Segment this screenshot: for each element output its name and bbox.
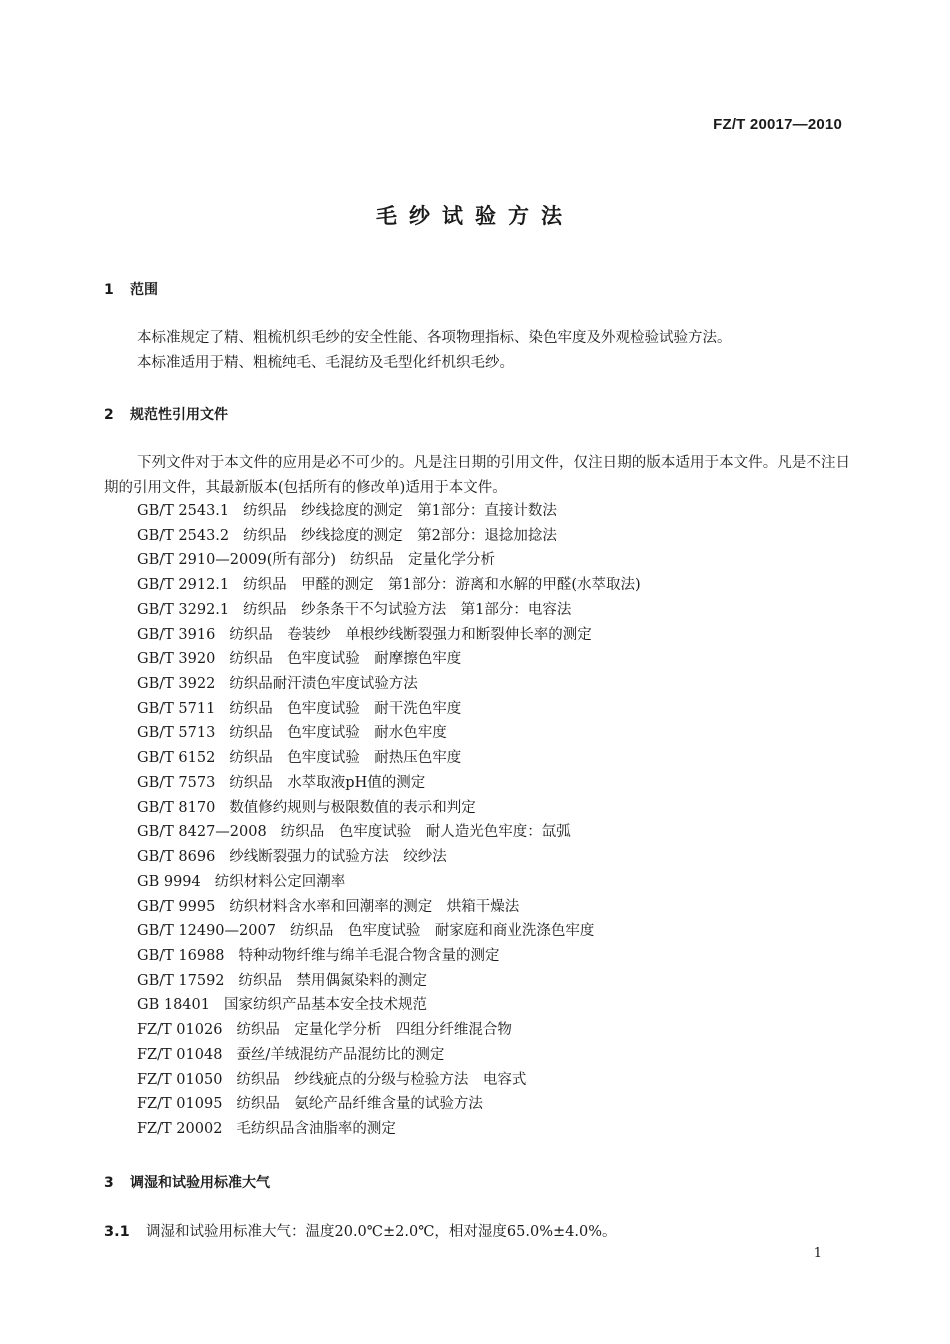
reference-title: 毛纺织品含油脂率的测定	[236, 1120, 396, 1137]
reference-title: 纺织材料含水率和回潮率的测定 烘箱干燥法	[229, 898, 520, 915]
reference-code: GB/T 12490—2007	[137, 923, 276, 940]
section-title: 范围	[130, 282, 158, 298]
reference-title: 纱线断裂强力的试验方法 绞纱法	[229, 849, 447, 866]
reference-title: 纺织品 卷装纱 单根纱线断裂强力和断裂伸长率的测定	[229, 626, 592, 643]
reference-item	[137, 771, 641, 796]
reference-item	[137, 548, 641, 573]
reference-item	[137, 993, 641, 1018]
section-heading-scope	[104, 279, 158, 299]
section-heading-normative-references	[104, 404, 228, 424]
reference-item	[137, 721, 641, 746]
reference-title: 纺织品 纱线疵点的分级与检验方法 电容式	[236, 1071, 527, 1088]
reference-code: GB/T 6152	[137, 750, 216, 767]
reference-item	[137, 746, 641, 771]
section-number: 1	[104, 282, 114, 298]
reference-title: 纺织品 纱线捻度的测定 第2部分：退捻加捻法	[243, 527, 557, 544]
reference-title: 特种动物纤维与绵羊毛混合物含量的测定	[238, 947, 500, 964]
reference-title: 纺织品耐汗渍色牢度试验方法	[229, 676, 418, 693]
reference-title: 数值修约规则与极限数值的表示和判定	[229, 799, 476, 816]
page-number: 1	[813, 1246, 822, 1261]
reference-item	[137, 672, 641, 697]
reference-item	[137, 845, 641, 870]
scope-paragraph-2: 本标准适用于精、粗梳纯毛、毛混纺及毛型化纤机织毛纱。	[137, 355, 514, 371]
reference-code: GB/T 2543.2	[137, 527, 230, 544]
document-title: 毛纱试验方法	[376, 204, 574, 228]
reference-code: GB/T 3916	[137, 626, 216, 643]
reference-item	[137, 820, 641, 845]
reference-code: FZ/T 20002	[137, 1120, 223, 1137]
clause-3-1	[104, 1220, 616, 1241]
reference-code: GB/T 3920	[137, 651, 216, 668]
reference-title: 纺织品 水萃取液pH值的测定	[229, 774, 426, 791]
reference-code: GB/T 5711	[137, 700, 216, 717]
reference-item	[137, 944, 641, 969]
reference-title: 纺织品 色牢度试验 耐热压色牢度	[229, 750, 462, 767]
section-number: 3	[104, 1175, 114, 1191]
reference-item	[137, 647, 641, 672]
reference-item	[137, 1092, 641, 1117]
reference-title: 纺织品 甲醛的测定 第1部分：游离和水解的甲醛(水萃取法)	[243, 577, 641, 594]
reference-code: GB/T 2543.1	[137, 503, 230, 519]
reference-item	[137, 573, 641, 598]
reference-item	[137, 969, 641, 994]
reference-item	[137, 895, 641, 920]
reference-title: 纺织品 定量化学分析 四组分纤维混合物	[236, 1022, 512, 1039]
reference-title: 纺织品 定量化学分析	[350, 552, 496, 569]
reference-code: GB/T 3292.1	[137, 601, 230, 618]
standard-code: FZ/T 20017—2010	[713, 116, 842, 133]
reference-item	[137, 697, 641, 722]
reference-code: GB 18401	[137, 997, 210, 1014]
reference-title: 纺织品 禁用偶氮染料的测定	[238, 972, 428, 989]
reference-code: GB/T 8170	[137, 799, 216, 816]
reference-title: 纺织材料公定回潮率	[214, 873, 346, 890]
reference-title: 纺织品 氨纶产品纤维含量的试验方法	[236, 1096, 483, 1113]
reference-item	[137, 598, 641, 623]
reference-code: GB/T 3922	[137, 676, 216, 693]
reference-title: 国家纺织产品基本安全技术规范	[223, 997, 427, 1014]
section-title: 规范性引用文件	[130, 407, 228, 423]
reference-code: GB/T 2910—2009(所有部分)	[137, 552, 337, 569]
reference-item	[137, 1018, 641, 1043]
scope-paragraph-1: 本标准规定了精、粗梳机织毛纱的安全性能、各项物理指标、染色牢度及外观检验试验方法。	[137, 330, 732, 346]
reference-item	[137, 1068, 641, 1093]
clause-number: 3.1	[104, 1224, 130, 1240]
reference-code: FZ/T 01050	[137, 1071, 223, 1088]
reference-item	[137, 870, 641, 895]
section-heading-atmosphere	[104, 1172, 270, 1192]
reference-code: GB/T 16988	[137, 947, 225, 964]
reference-code: GB/T 9995	[137, 898, 216, 915]
reference-item	[137, 796, 641, 821]
reference-title: 纺织品 纱条条干不匀试验方法 第1部分：电容法	[243, 601, 572, 618]
reference-title: 纺织品 色牢度试验 耐家庭和商业洗涤色牢度	[289, 923, 595, 940]
references-intro: 下列文件对于本文件的应用是必不可少的。凡是注日期的引用文件，仅注日期的版本适用于本文件。凡是不注日期的引用文件，其最新版本(包括所有的修改单)适用于本文件。	[104, 455, 850, 496]
reference-title: 纺织品 色牢度试验 耐干洗色牢度	[229, 700, 462, 717]
reference-item	[137, 1117, 641, 1142]
reference-code: GB/T 7573	[137, 774, 216, 791]
reference-item	[137, 499, 641, 524]
reference-code: FZ/T 01026	[137, 1022, 223, 1039]
section-title: 调湿和试验用标准大气	[130, 1175, 270, 1191]
reference-title: 纺织品 色牢度试验 耐摩擦色牢度	[229, 651, 462, 668]
reference-item	[137, 1043, 641, 1068]
reference-code: FZ/T 01095	[137, 1096, 223, 1113]
reference-code: FZ/T 01048	[137, 1046, 223, 1063]
clause-text: 调湿和试验用标准大气：温度20.0℃±2.0℃，相对湿度65.0%±4.0%。	[146, 1224, 617, 1240]
reference-code: GB/T 8427—2008	[137, 824, 267, 841]
reference-list	[137, 499, 641, 1142]
reference-item	[137, 524, 641, 549]
reference-code: GB/T 8696	[137, 849, 216, 866]
reference-title: 纺织品 纱线捻度的测定 第1部分：直接计数法	[243, 503, 557, 519]
reference-code: GB/T 5713	[137, 725, 216, 742]
reference-code: GB 9994	[137, 873, 201, 890]
reference-title: 纺织品 色牢度试验 耐人造光色牢度：氙弧	[280, 824, 571, 841]
section-number: 2	[104, 407, 114, 423]
reference-title: 纺织品 色牢度试验 耐水色牢度	[229, 725, 447, 742]
reference-code: GB/T 17592	[137, 972, 225, 989]
reference-code: GB/T 2912.1	[137, 577, 230, 594]
reference-item	[137, 623, 641, 648]
reference-item	[137, 919, 641, 944]
reference-title: 蚕丝/羊绒混纺产品混纺比的测定	[236, 1046, 445, 1063]
